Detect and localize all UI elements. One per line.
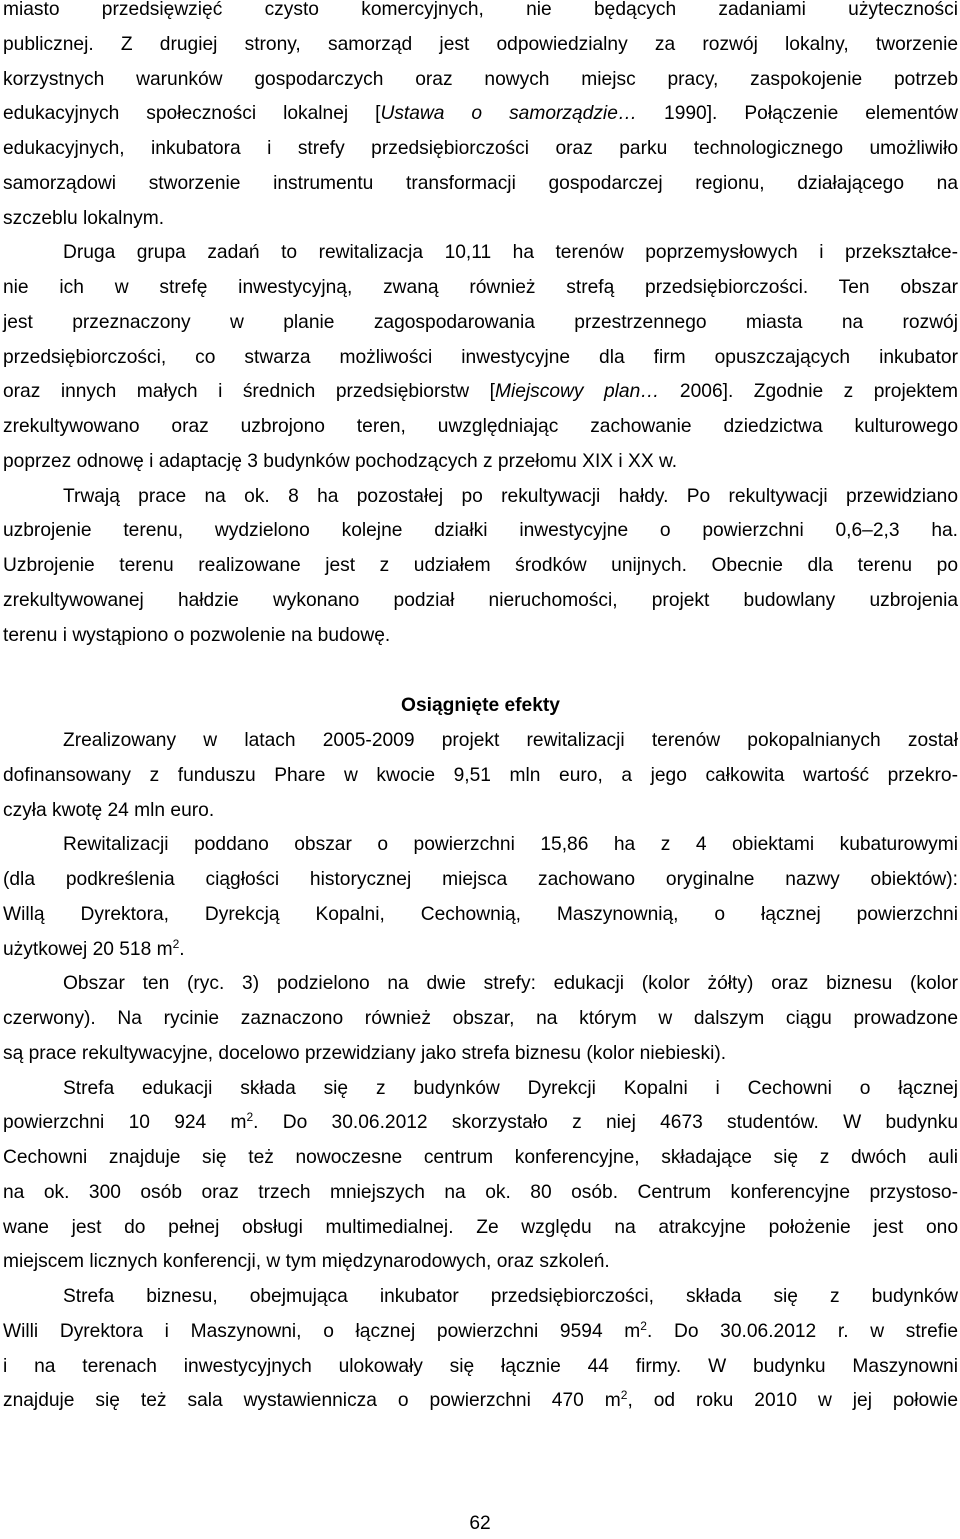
text-line: dofinansowany z funduszu Phare w kwocie 9,51 mln euro, a jego całkowita wartość przekro-	[3, 764, 958, 786]
text-line: Strefa edukacji składa się z budynków Dyrekcji Kopalni i Cechowni o łącznej	[63, 1077, 958, 1099]
text-line: publicznej. Z drugiej strony, samorząd jest odpowiedzialny za rozwój lokalny, tworzenie	[3, 33, 958, 55]
text-line: czyła kwotę 24 mln euro.	[3, 799, 215, 821]
text-run: 2006]. Zgodnie z projektem	[659, 381, 958, 403]
text-line: Obszar ten (ryc. 3) podzielono na dwie strefy: edukacji (kolor żółty) oraz biznesu (kolor	[63, 973, 958, 995]
text-line: Zrealizowany w latach 2005-2009 projekt rewitalizacji terenów pokopalnianych został	[63, 730, 958, 751]
citation-italic: Ustawa o samorządzie…	[380, 103, 638, 125]
text-run: .	[179, 938, 185, 960]
page-number: 62	[469, 1513, 491, 1534]
text-line: szczeblu lokalnym.	[3, 207, 165, 229]
text-line: czerwony). Na rycinie zaznaczono również obszar, na którym w dalszym ciągu prowadzone	[3, 1008, 958, 1029]
text-line: przedsiębiorczości, co stwarza możliwości inwestycyjne dla firm opuszczających inkubator	[3, 346, 958, 368]
text-run: 1990]. Połączenie elementów	[637, 103, 959, 125]
text-line: zrekultywowanej hałdzie wykonano podział nieruchomości, projekt budowlany uzbrojenia	[3, 589, 958, 611]
text-line: Willą Dyrektora, Dyrekcją Kopalni, Cechownią, Maszynownią, o łącznej powierzchni	[3, 903, 958, 925]
text-run: . Do 30.06.2012 skorzystało z niej 4673 studentów. W budynku	[253, 1112, 958, 1134]
text-line: Druga grupa zadań to rewitalizacja 10,11 ha terenów poprzemysłowych i przekształce-	[63, 242, 958, 264]
text-run: użytkowej 20 518 m	[3, 938, 173, 960]
text-run: znajduje się też sala wystawiennicza o powierzchni 470 m	[3, 1390, 621, 1412]
text-line: miejscem licznych konferencji, w tym międzynarodowych, oraz szkoleń.	[3, 1251, 610, 1273]
text-line: Strefa biznesu, obejmująca inkubator przedsiębiorczości, składa się z budynków	[63, 1286, 958, 1307]
text-line	[3, 1315, 958, 1350]
text-line	[3, 375, 958, 410]
paragraph	[3, 480, 958, 654]
text-block-top	[3, 0, 958, 653]
superscript: 2	[172, 936, 180, 951]
text-line: Trwają prace na ok. 8 ha pozostałej po rekultywacji hałdy. Po rekultywacji przewidziano	[63, 485, 958, 507]
text-line: korzystnych warunków gospodarczych oraz nowych miejsc pracy, zaspokojenie potrzeb	[3, 68, 958, 90]
text-line: edukacyjnych, inkubatora i strefy przedsiębiorczości oraz parku technologicznego umożliwiło	[3, 138, 958, 159]
superscript: 2	[246, 1110, 254, 1125]
text-line	[3, 933, 958, 968]
section-heading: Osiągnięte efekty	[401, 695, 560, 716]
text-line: Uzbrojenie terenu realizowane jest z udziałem środków unijnych. Obecnie dla terenu po	[3, 555, 958, 576]
text-run: powierzchni 10 924 m	[3, 1112, 247, 1134]
text-run: , od roku 2010 w jej połowie	[627, 1390, 958, 1412]
text-run: oraz innych małych i średnich przedsiębiorstw [	[3, 381, 495, 403]
text-line: na ok. 300 osób oraz trzech mniejszych na ok. 80 osób. Centrum konferencyjne przystoso-	[3, 1181, 958, 1203]
text-line	[3, 1106, 958, 1141]
text-line: zrekultywowano oraz uzbrojono teren, uwzględniając zachowanie dziedzictwa kulturowego	[3, 416, 958, 437]
text-line: samorządowi stworzenie instrumentu transformacji gospodarczej regionu, działającego na	[3, 172, 958, 194]
paragraph	[3, 1280, 958, 1419]
text-line: miasto przedsięwzięć czysto komercyjnych, nie będących zadaniami użyteczności	[3, 0, 958, 20]
superscript: 2	[620, 1388, 628, 1403]
paragraph	[3, 1072, 958, 1281]
paragraph	[3, 0, 958, 236]
text-line: uzbrojenie terenu, wydzielono kolejne działki inwestycyjne o powierzchni 0,6–2,3 ha.	[3, 520, 958, 542]
text-run: . Do 30.06.2012 r. w strefie	[646, 1320, 958, 1342]
text-line	[3, 97, 958, 132]
text-line	[3, 1384, 958, 1419]
text-line: i na terenach inwestycyjnych ulokowały się łącznie 44 firmy. W budynku Maszynowni	[3, 1355, 958, 1377]
superscript: 2	[640, 1318, 647, 1333]
text-run: edukacyjnych społeczności lokalnej [	[3, 103, 381, 125]
text-line: Cechowni znajduje się też nowoczesne centrum konferencyjne, składające się z dwóch auli	[3, 1147, 958, 1168]
section-heading-wrap	[3, 689, 958, 724]
text-line: są prace rekultywacyjne, docelowo przewidziany jako strefa biznesu (kolor niebieski).	[3, 1042, 727, 1064]
text-line: terenu i wystąpiono o pozwolenie na budowę.	[3, 624, 391, 646]
text-line: wane jest do pełnej obsługi multimedialnej. Ze względu na atrakcyjne położenie jest ono	[3, 1216, 958, 1238]
paragraph	[3, 724, 958, 828]
citation-italic: Miejscowy plan…	[494, 381, 660, 403]
text-line: nie ich w strefę inwestycyjną, zwaną również strefą przedsiębiorczości. Ten obszar	[3, 277, 958, 298]
text-line: poprzez odnowę i adaptację 3 budynków pochodzących z przełomu XIX i XX w.	[3, 450, 678, 472]
paragraph	[3, 828, 958, 967]
text-run: Willi Dyrektora i Maszynowni, o łącznej powierzchni 9594 m	[3, 1320, 641, 1342]
text-line: Rewitalizacji poddano obszar o powierzchni 15,86 ha z 4 obiektami kubaturowymi	[63, 834, 958, 856]
text-line: jest przeznaczony w planie zagospodarowania przestrzennego miasta na rozwój	[3, 311, 958, 333]
paragraph	[3, 967, 958, 1071]
text-block-results	[3, 724, 958, 1419]
paragraph	[3, 236, 958, 479]
text-line: (dla podkreślenia ciągłości historycznej miejsca zachowano oryginalne nazwy obiektów):	[3, 869, 958, 890]
